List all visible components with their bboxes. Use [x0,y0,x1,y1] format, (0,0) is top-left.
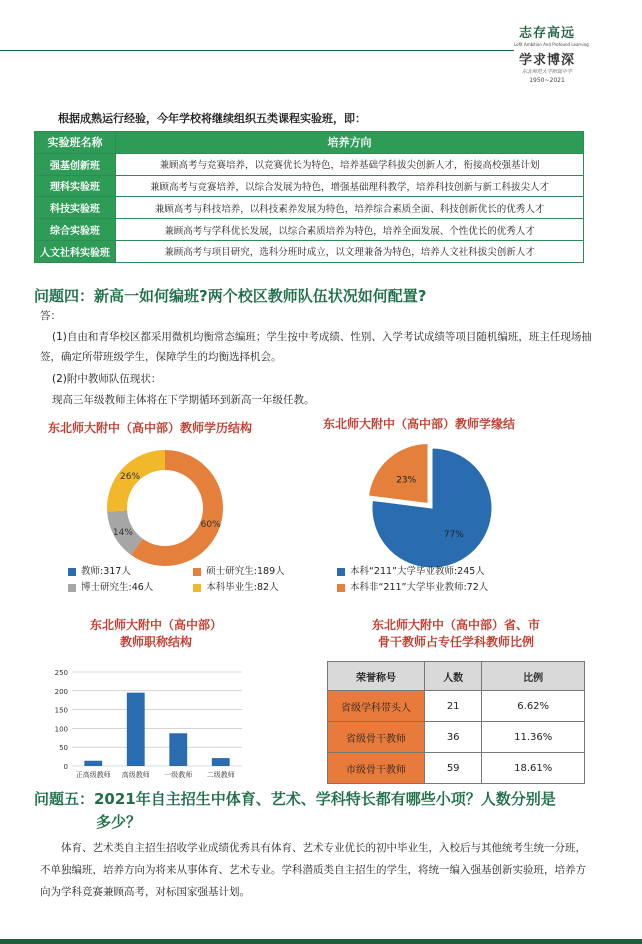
course-name: 综合实验班 [35,219,116,241]
titles-chart-title-line1: 东北师大附中（高中部） [89,618,222,632]
honor-count: 36 [425,722,482,753]
x-tick-label: 二级教师 [206,771,235,779]
logo-years: 1950~2021 [529,77,565,84]
honor-ratio: 6.62% [482,691,585,722]
legend-label: 博士研究生:46人 [81,582,154,593]
honors-header-ratio: 比例 [482,662,585,691]
x-tick-label: 高级教师 [121,771,150,779]
titles-chart-title-line2: 教师职称结构 [119,635,192,649]
header-class-name: 实验班名称 [35,132,116,154]
table-row [328,722,585,753]
origin-legend [337,563,488,595]
donut-slice-label: 26% [120,472,141,483]
school-logo [514,22,589,92]
q4-title: 问题四：新高一如何编班?两个校区教师队伍状况如何配置? [34,287,427,305]
origin-pie-chart [362,430,502,570]
bar [169,733,187,766]
bar [127,693,145,766]
legend-label: 硕士研究生:189人 [206,566,285,577]
table-row [328,753,585,784]
legend-swatch [337,568,345,576]
pie-slice-label: 77% [443,529,464,540]
honor-count: 59 [425,753,482,784]
y-tick-label: 0 [63,763,68,771]
table-row [35,153,584,175]
pie-slice-label: 23% [396,475,417,486]
logo-school-script: 东北师范大学附属中学 [521,69,572,75]
education-donut-chart [90,448,240,568]
course-desc: 兼顾高考与科技培养，以科技素养发展为特色，培养综合素质全面、科技创新优长的优秀人才 [116,197,584,219]
q5-paragraph: 体育、艺术类自主招生招收学业成绩优秀具有体育、艺术专业优长的初中毕业生，入校后与其他统考生统一分班，不单独编班，培养方向为将来从事体育、艺术专业。学科潜质类自主招生的学生，将统一编入强基创新实验班，培养方向为学科竞赛兼顾高考，对标国家强基计划。 [40,842,586,898]
honor-ratio: 11.36% [482,722,585,753]
course-desc: 兼顾高考与竞赛培养，以竞赛优长为特色，培养基础学科拔尖创新人才，衔接高校强基计划 [116,153,584,175]
q4-paragraph-2: (2)附中教师队伍现状： [52,373,162,385]
legend-item [193,579,284,595]
legend-swatch [68,568,76,576]
honors-title-line1: 东北师大附中（高中部）省、市 [371,618,540,632]
y-tick-label: 200 [54,687,68,696]
y-tick-label: 100 [54,725,68,734]
courses-intro: 根据成熟运行经验，今年学校将继续组织五类课程实验班，即： [58,112,366,125]
q4-paragraph-3: 现高三年级教师主体将在下学期循环到新高一年级任教。 [52,394,315,406]
legend-item [337,563,488,579]
table-row [35,219,584,241]
course-name: 强基创新班 [35,153,116,175]
honors-title [320,616,592,650]
honors-table [327,661,585,784]
logo-motto-top: 志存高远 [518,26,575,41]
bar [212,758,230,766]
course-desc: 兼顾高考与项目研究，选科分班时成立，以文理兼备为特色，培养人文社科拔尖创新人才 [116,240,584,262]
origin-chart-title: 东北师大附中（高中部）教师学缘结 [323,417,516,431]
donut-slice-label: 14% [112,528,133,539]
donut-slice [137,460,213,556]
legend-item [193,563,284,579]
x-tick-label: 正高级教师 [75,771,111,779]
legend-swatch [193,584,201,592]
table-row [35,240,584,262]
footer-rule [0,939,642,944]
legend-label: 本科“211”大学毕业教师:245人 [350,566,485,577]
donut-slice-label: 60% [200,519,221,530]
honors-header-row [328,662,585,691]
course-desc: 兼顾高考与学科优长发展，以综合素质培养为特色，培养全面发展、个性优长的优秀人才 [116,219,584,241]
logo-motto-bottom: 学求博深 [518,53,575,68]
honors-title-line2: 骨干教师占专任学科教师比例 [377,635,534,649]
course-name: 理科实验班 [35,175,116,197]
donut-slice [117,460,165,511]
education-legend [68,563,285,595]
legend-label: 本科毕业生:82人 [206,582,279,593]
legend-swatch [337,584,345,592]
honor-name: 省级骨干教师 [328,722,425,753]
course-desc: 兼顾高考与竞赛培养，以综合发展为特色，增强基础理科教学，培养科技创新与新工科拔尖人才 [116,175,584,197]
legend-swatch [68,584,76,592]
y-tick-label: 250 [54,669,68,677]
honors-header-count: 人数 [425,662,482,691]
legend-item [68,579,153,595]
header-rule [0,50,514,51]
legend-item [68,563,153,579]
y-tick-label: 150 [54,706,68,715]
legend-label: 教师:317人 [81,566,131,577]
q5-title-line1: 问题五：2021年自主招生中体育、艺术、学科特长都有哪些小项？人数分别是 [34,790,556,808]
legend-label: 本科非“211”大学毕业教师:72人 [350,582,489,593]
q4-paragraph-1: (1)自由和青华校区都采用微机均衡常态编班；学生按中考成绩、性别、入学考试成绩等项目随机编班，班主任现场抽签，确定所带班级学生，保障学生的均衡选择机会。 [40,331,592,363]
honor-count: 21 [425,691,482,722]
honor-ratio: 18.61% [482,753,585,784]
titles-bar-chart [52,666,252,784]
honors-header-name: 荣誉称号 [328,662,425,691]
honor-name: 市级骨干教师 [328,753,425,784]
header-direction: 培养方向 [116,132,584,154]
courses-header-row [35,132,584,154]
q5-title-line2: 多少？ [96,813,142,831]
honor-name: 省级学科带头人 [328,691,425,722]
y-tick-label: 50 [59,744,68,753]
titles-chart-title [66,616,246,650]
legend-swatch [193,568,201,576]
table-row [35,197,584,219]
table-row [328,691,585,722]
q4-answer-label: 答： [40,310,61,322]
course-name: 科技实验班 [35,197,116,219]
course-name: 人文社科实验班 [35,240,116,262]
x-tick-label: 一级教师 [164,771,193,779]
table-row [35,175,584,197]
bar [84,761,102,766]
logo-motto-english: Lofit Ambition And Profound Learning [514,42,589,47]
education-chart-title: 东北师大附中（高中部）教师学历结构 [48,421,253,435]
courses-table [34,131,584,263]
legend-item [337,579,488,595]
pie-slice [369,443,429,503]
